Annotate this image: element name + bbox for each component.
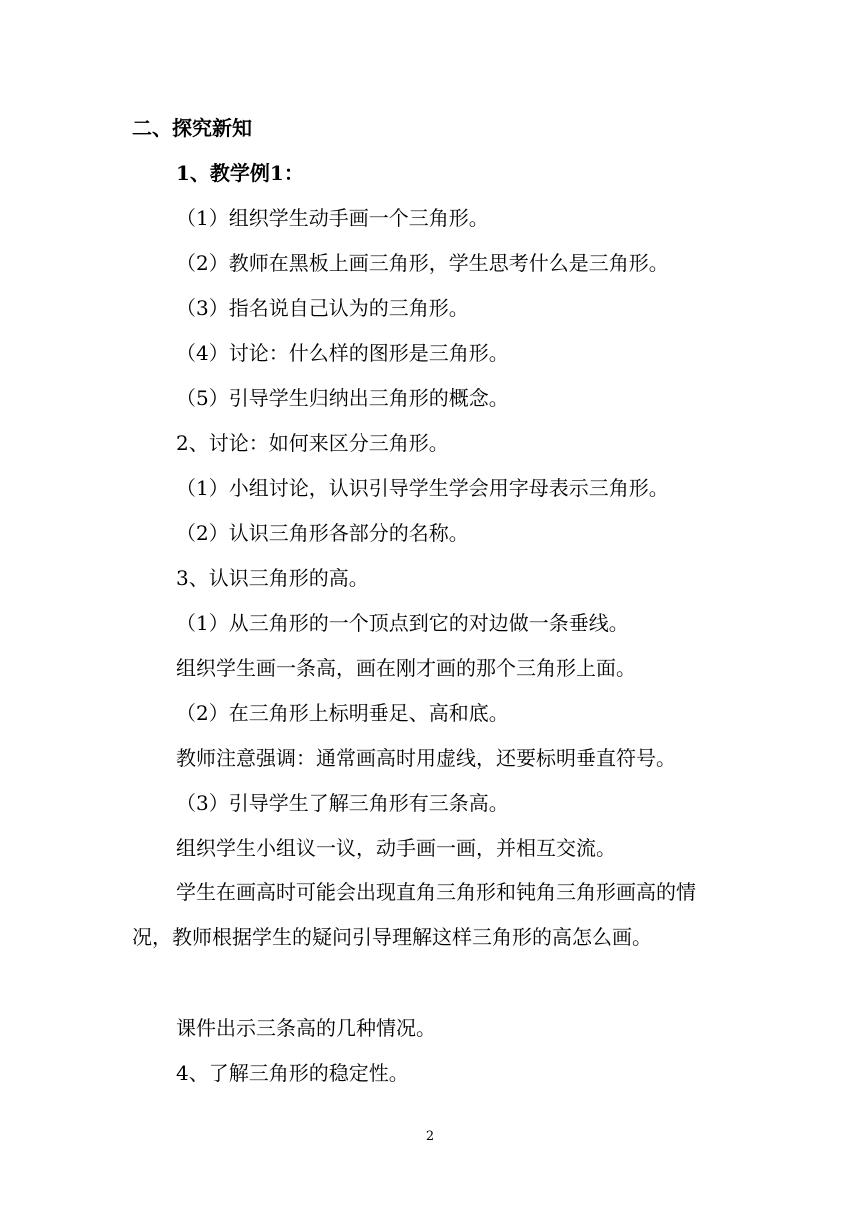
text-line: 课件出示三条高的几种情况。 bbox=[176, 1016, 436, 1040]
text-line: （3）引导学生了解三角形有三条高。 bbox=[176, 791, 509, 815]
text-line: （4）讨论：什么样的图形是三角形。 bbox=[176, 341, 509, 365]
subheading-height: 3、认识三角形的高。 bbox=[176, 566, 369, 590]
subheading-example-1: 1、教学例1： bbox=[176, 161, 304, 185]
text-line: 教师注意强调：通常画高时用虚线，还要标明垂直符号。 bbox=[176, 746, 676, 770]
subheading-discussion: 2、讨论：如何来区分三角形。 bbox=[176, 431, 449, 455]
text-line: （1）组织学生动手画一个三角形。 bbox=[176, 206, 489, 230]
text-line: 组织学生小组议一议，动手画一画，并相互交流。 bbox=[176, 836, 616, 860]
page-number: 2 bbox=[425, 1129, 435, 1144]
text-line: （2）认识三角形各部分的名称。 bbox=[176, 521, 469, 545]
text-line: （1）从三角形的一个顶点到它的对边做一条垂线。 bbox=[176, 611, 629, 635]
subheading-stability: 4、了解三角形的稳定性。 bbox=[176, 1061, 409, 1085]
text-line: （2）在三角形上标明垂足、高和底。 bbox=[176, 701, 509, 725]
paragraph: 学生在画高时可能会出现直角三角形和钝角三角形画高的情况，教师根据学生的疑问引导理解这样三角形的高怎么画。 bbox=[132, 880, 696, 949]
text-line: （5）引导学生归纳出三角形的概念。 bbox=[176, 386, 509, 410]
text-line: 组织学生画一条高，画在刚才画的那个三角形上面。 bbox=[176, 656, 636, 680]
text-line: （3）指名说自己认为的三角形。 bbox=[176, 296, 469, 320]
text-line: （2）教师在黑板上画三角形，学生思考什么是三角形。 bbox=[176, 251, 669, 275]
section-heading: 二、探究新知 bbox=[132, 116, 252, 140]
text-line: （1）小组讨论，认识引导学生学会用字母表示三角形。 bbox=[176, 476, 669, 500]
